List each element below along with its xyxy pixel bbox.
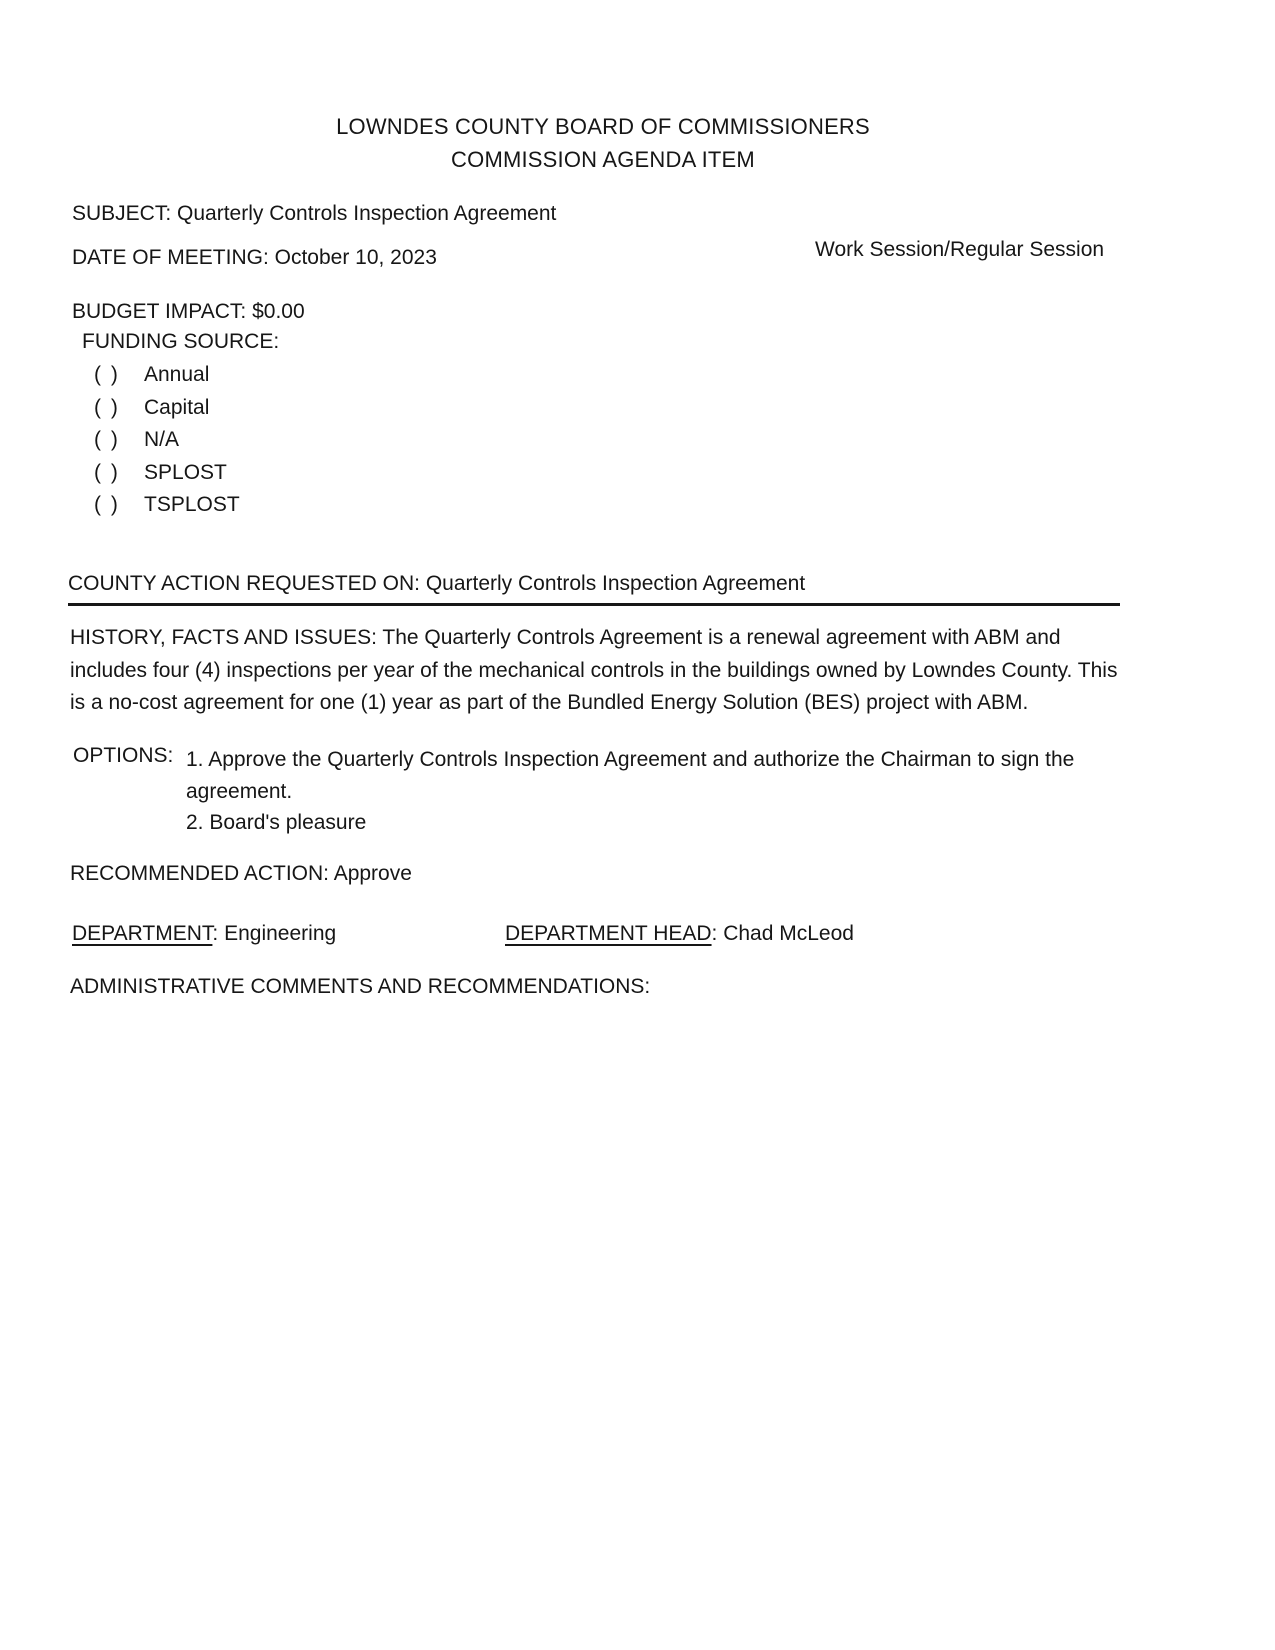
funding-option-na (94, 428, 240, 461)
funding-option-label: SPLOST (144, 460, 227, 484)
funding-option-capital (94, 396, 240, 429)
recommended-action-line: RECOMMENDED ACTION: Approve (70, 862, 412, 885)
funding-option-label: N/A (144, 428, 180, 451)
checkbox-splost: ( ) (94, 460, 120, 484)
option-item-1: 1. Approve the Quarterly Controls Inspection Agreement and authorize the Chairman to sign the agreement. (186, 748, 1075, 803)
subject-line: SUBJECT: Quarterly Controls Inspection Agreement (72, 202, 557, 225)
county-action-heading: COUNTY ACTION REQUESTED ON: Quarterly Controls Inspection Agreement (68, 572, 1120, 606)
funding-option-splost (94, 461, 240, 494)
funding-source-list (94, 363, 240, 526)
checkbox-capital: ( ) (94, 395, 120, 419)
funding-option-annual (94, 363, 240, 396)
options-list (186, 744, 1111, 839)
document-title-line1: LOWNDES COUNTY BOARD OF COMMISSIONERS (336, 114, 870, 139)
department-head-label: DEPARTMENT HEAD (505, 922, 712, 945)
funding-option-label: TSPLOST (144, 493, 240, 516)
budget-impact-line: BUDGET IMPACT: $0.00 (72, 300, 305, 323)
checkbox-tsplost: ( ) (94, 493, 120, 516)
department-field (72, 922, 336, 946)
option-item-2: 2. Board's pleasure (186, 811, 367, 834)
funding-option-tsplost (94, 493, 240, 526)
department-value: : Engineering (212, 922, 337, 945)
funding-option-label: Annual (144, 363, 210, 386)
date-of-meeting-line: DATE OF MEETING: October 10, 2023 (72, 246, 437, 269)
checkbox-annual: ( ) (94, 363, 120, 386)
history-facts-issues-paragraph: HISTORY, FACTS AND ISSUES: The Quarterly Controls Agreement is a renewal agreement with ABM and includes four (4) inspections per year of the mechanical controls in the buildings owned by Lowndes County. This is a no-cost agreement for one (1) year as part of the Bundled Energy Solution (BES) project with ABM. (70, 626, 1118, 714)
session-type-label: Work Session/Regular Session (815, 238, 1105, 261)
checkbox-na: ( ) (94, 428, 120, 451)
options-label: OPTIONS: (73, 744, 174, 767)
funding-option-label: Capital (144, 395, 210, 419)
funding-source-label: FUNDING SOURCE: (82, 330, 280, 353)
administrative-comments-label: ADMINISTRATIVE COMMENTS AND RECOMMENDATIONS: (70, 975, 651, 998)
department-head-field (505, 922, 854, 946)
document-header (0, 110, 1206, 176)
department-head-value: : Chad McLeod (711, 922, 854, 945)
department-label: DEPARTMENT (72, 922, 213, 945)
document-title-line2: COMMISSION AGENDA ITEM (451, 147, 755, 172)
